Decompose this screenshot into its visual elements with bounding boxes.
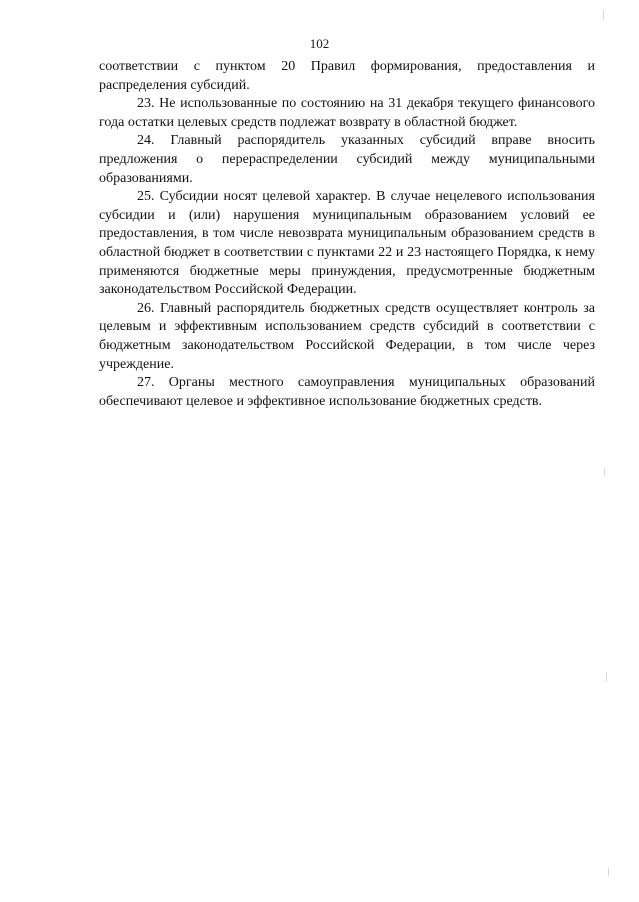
paragraph-24: 24. Главный распорядитель указанных субсидий вправе вносить предложения о перераспределении субсидий между муниципальными образованиями.: [99, 133, 595, 186]
document-body: [99, 58, 595, 411]
paragraph-23: 23. Не использованные по состоянию на 31 декабря текущего финансового года остатки целевых средств подлежат возврату в областной бюджет.: [99, 96, 595, 130]
scan-artifact: [608, 868, 609, 876]
paragraph-27: 27. Органы местного самоуправления муниципальных образований обеспечивают целевое и эффективное использование бюджетных средств.: [99, 375, 595, 409]
scan-artifact: [604, 468, 605, 476]
scan-artifact: [606, 672, 607, 682]
paragraph-25: 25. Субсидии носят целевой характер. В случае нецелевого использования субсидии и (или) нарушения муниципальным образованием условий ее предоставления, в том числе невозврата муниципальным образованием средств в областной бюджет в соответствии с пунктами 22 и 23 настоящего Порядка, к нему применяются бюджетные меры принуждения, предусмотренные бюджетным законодательством Российской Федерации.: [99, 189, 595, 298]
paragraph-26: 26. Главный распорядитель бюджетных средств осуществляет контроль за целевым и эффективным использованием средств субсидий в соответствии с бюджетным законодательством Российской Федерации, в том числе через учреждение.: [99, 300, 595, 372]
page-number: 102: [309, 36, 330, 51]
paragraph-continuation: соответствии с пунктом 20 Правил формирования, предоставления и распределения субсидий.: [99, 59, 595, 93]
scan-artifact: [603, 10, 604, 20]
